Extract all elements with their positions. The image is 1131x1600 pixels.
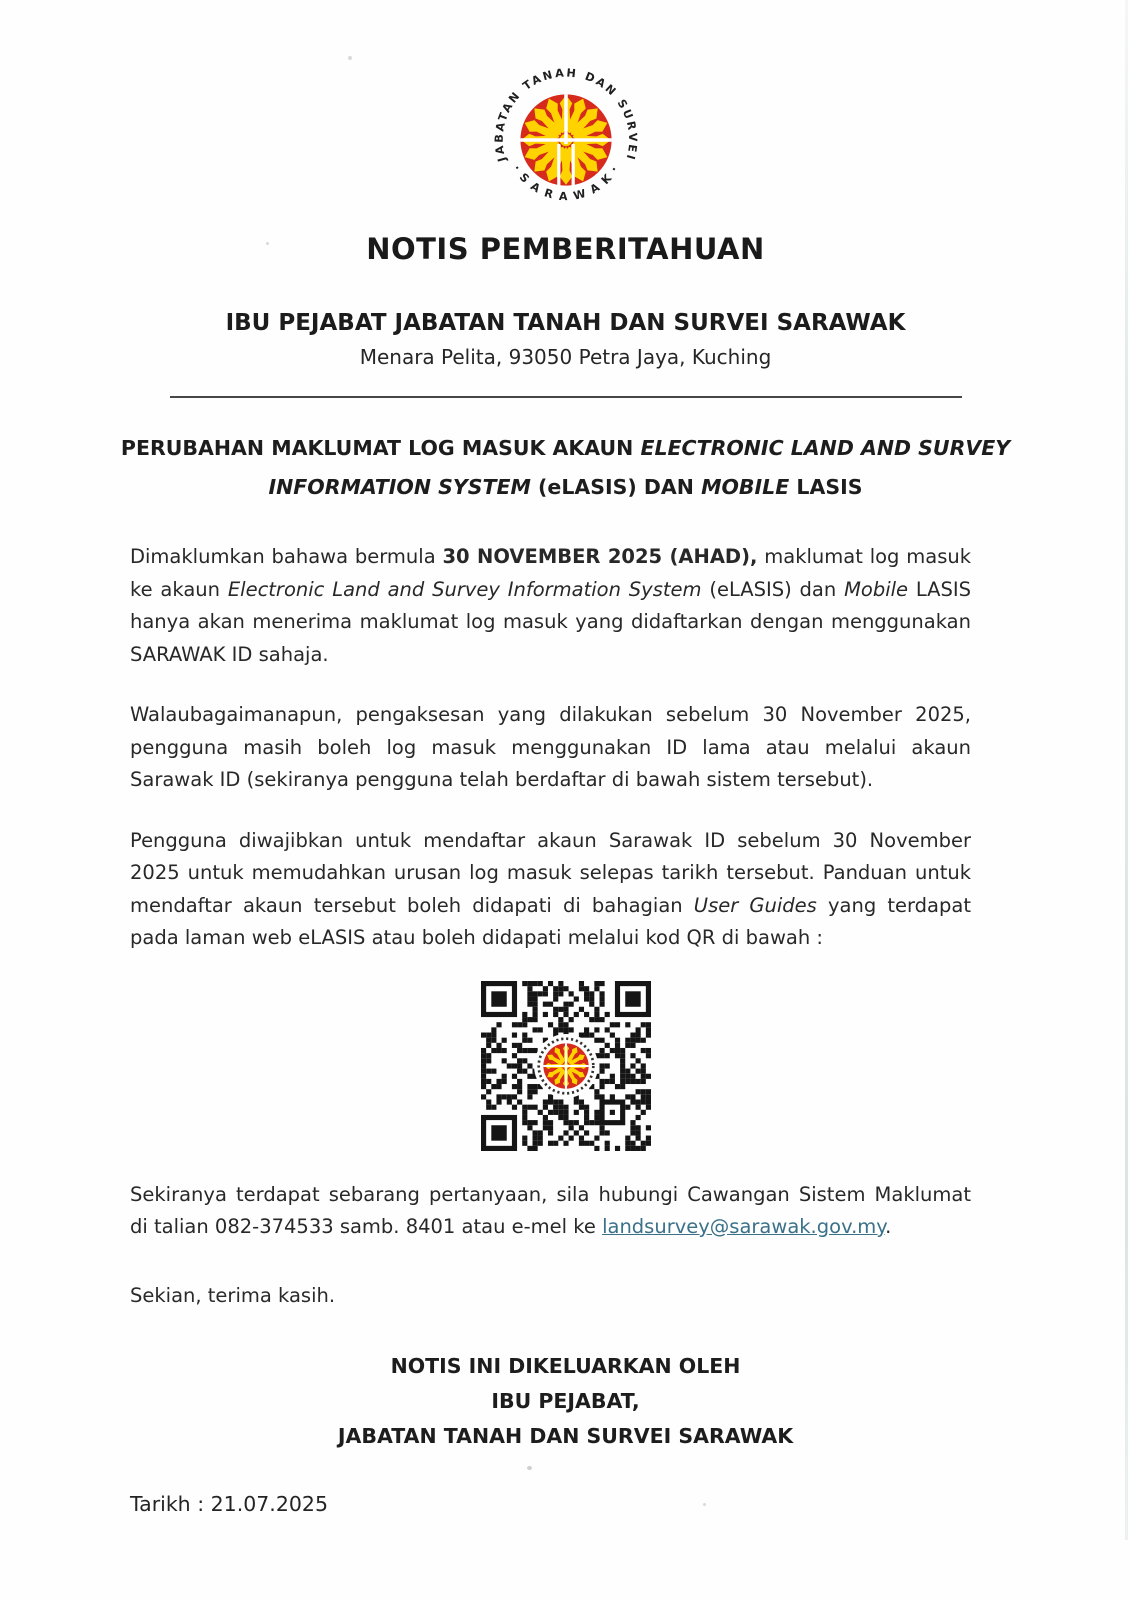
text-run: Pengguna diwajibkan untuk mendaftar akaun Sarawak ID sebelum 30 November 2025 untuk memudahkan urusan log masuk selepas tarikh tersebut. Panduan untuk mendaftar akaun tersebut boleh didapati di bahagian bbox=[130, 828, 971, 917]
paragraph-effective-date bbox=[130, 541, 971, 671]
text-run: yang terdapat pada laman web eLASIS atau boleh didapati melalui kod QR di bawah : bbox=[130, 893, 971, 949]
text-run: PERUBAHAN MAKLUMAT LOG MASUK AKAUN bbox=[120, 436, 641, 460]
scan-speck bbox=[266, 242, 269, 245]
text-run: MOBILE bbox=[701, 475, 790, 499]
text-run: (eLASIS) dan bbox=[701, 577, 845, 601]
scan-speck bbox=[348, 56, 352, 60]
closing-text: Sekian, terima kasih. bbox=[130, 1283, 336, 1307]
scan-speck bbox=[527, 1466, 532, 1470]
text-run: Sekiranya terdapat sebarang pertanyaan, sila hubungi Cawangan Sistem Maklumat di talian 082-374533 samb. 8401 atau e-mel ke bbox=[130, 1182, 971, 1238]
date-line: Tarikh : 21.07.2025 bbox=[130, 1491, 328, 1516]
text-run: 30 NOVEMBER 2025 (AHAD), bbox=[442, 545, 758, 568]
document-header bbox=[0, 0, 1131, 398]
issuer-line-1: NOTIS INI DIKELUARKAN OLEH bbox=[390, 1353, 741, 1378]
seal-arc-bottom-text: · S A R A W A K · bbox=[509, 162, 622, 204]
text-run: Walaubagaimanapun, pengaksesan yang dilakukan sebelum 30 November 2025, pengguna masih boleh log masuk menggunakan ID lama atau melalui akaun Sarawak ID (sekiranya pengguna telah berdaftar di bawah sistem tersebut). bbox=[130, 703, 971, 791]
text-run: User Guides bbox=[693, 893, 817, 917]
scan-artifact-line bbox=[1125, 0, 1128, 1540]
paragraph-contact bbox=[130, 1179, 971, 1244]
issuer-line-3: JABATAN TANAH DAN SURVEI SARAWAK bbox=[337, 1423, 794, 1448]
notice-title: NOTIS PEMBERITAHUAN bbox=[366, 232, 765, 266]
text-run: (eLASIS) DAN bbox=[530, 475, 702, 499]
text-run: Electronic Land and Survey Information System bbox=[227, 577, 702, 601]
date-block bbox=[130, 1492, 1131, 1516]
qr-code bbox=[481, 981, 651, 1151]
seal-arc-top-text: JABATAN TANAH DAN SURVEI bbox=[492, 66, 639, 164]
text-run: ELECTRONIC LAND AND SURVEY INFORMATION SYSTEM bbox=[268, 436, 1011, 499]
paragraph-registration-guide bbox=[130, 825, 971, 955]
department-seal-logo bbox=[482, 64, 650, 216]
header-divider bbox=[170, 396, 962, 398]
notice-body-bottom bbox=[130, 1179, 971, 1307]
paragraph-transition-access bbox=[130, 699, 971, 797]
text-run: Dimaklumkan bahawa bermula bbox=[130, 545, 443, 568]
org-address: Menara Pelita, 93050 Petra Jaya, Kuching bbox=[359, 345, 772, 369]
org-name: IBU PEJABAT JABATAN TANAH DAN SURVEI SARAWAK bbox=[225, 310, 906, 336]
email-link[interactable]: landsurvey@sarawak.gov.my bbox=[602, 1215, 886, 1238]
notice-body-top bbox=[130, 541, 971, 955]
qr-center-seal bbox=[534, 1034, 598, 1098]
qr-code-block bbox=[0, 981, 1131, 1155]
text-run: Mobile bbox=[844, 577, 909, 601]
issuer-line-2: IBU PEJABAT, bbox=[491, 1388, 640, 1413]
text-run: LASIS hanya akan menerima maklumat log masuk yang didaftarkan dengan menggunakan SARAWAK ID sahaja. bbox=[130, 577, 972, 666]
text-run: LASIS bbox=[789, 475, 863, 499]
issuer-block bbox=[0, 1349, 1131, 1454]
text-run: . bbox=[885, 1215, 892, 1238]
text-run: maklumat log masuk ke akaun bbox=[130, 545, 972, 601]
scan-speck bbox=[703, 1503, 706, 1506]
subject-heading bbox=[116, 429, 1016, 507]
